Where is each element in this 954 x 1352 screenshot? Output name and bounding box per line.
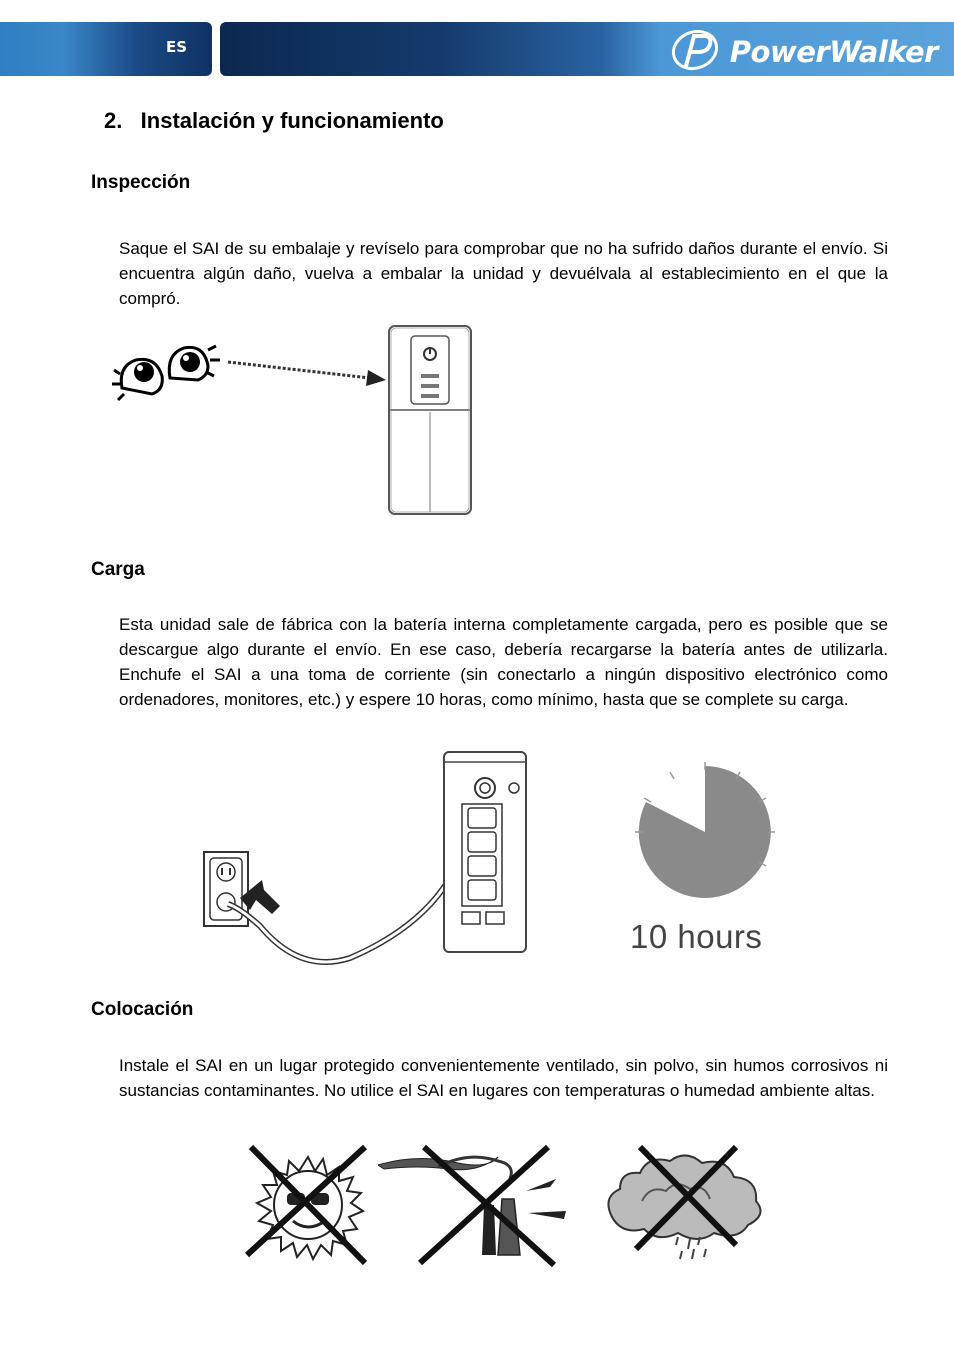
wall-outlet-icon (204, 852, 248, 926)
powerwalker-logo-icon (668, 28, 722, 76)
page-title: 2. Instalación y funcionamiento (104, 108, 444, 133)
inspection-heading: Inspección (91, 172, 191, 193)
brand-logo (668, 28, 938, 76)
language-tab (0, 22, 212, 76)
brand-name: PowerWalker (729, 35, 938, 69)
eyes-icon (112, 330, 392, 410)
placement-heading: Colocación (91, 999, 194, 1020)
ups-back-icon (444, 752, 526, 952)
no-rain-icon (602, 1145, 768, 1265)
hours-label: 10 hours (630, 918, 763, 955)
clock-icon (635, 762, 779, 906)
ups-front-icon (385, 322, 475, 518)
charging-illustration (200, 748, 540, 973)
placement-text: Instale el SAI en un lugar protegido convenientemente ventilado, sin polvo, sin humos corrosivos ni sustancias contaminantes. No utilice el SAI en lugares con temperaturas o humedad ambiente altas. (119, 1056, 888, 1100)
charge-text: Esta unidad sale de fábrica con la batería interna completamente cargada, pero es posible que se descargue algo durante el envío. En ese caso, debería recargarse la batería antes de utilizarla. Enchufe el SAI a una toma de corriente (sin conectarlo a ningún dispositivo electrónico como ordenadores, monitores, etc.) y espere 10 horas, como mínimo, hasta que se complete su carga. (119, 615, 888, 709)
inspection-text: Saque el SAI de su embalaje y revíselo para comprobar que no ha sufrido daños durante el envío. Si encuentra algún daño, vuelva a embalar la unidad y devuélvala al establecimiento en el que la compró. (119, 239, 888, 308)
header-bar (220, 22, 954, 76)
language-label: ES (166, 38, 188, 56)
charge-heading: Carga (91, 559, 145, 580)
no-smoke-icon (378, 1143, 570, 1268)
no-sun-icon (243, 1143, 373, 1268)
